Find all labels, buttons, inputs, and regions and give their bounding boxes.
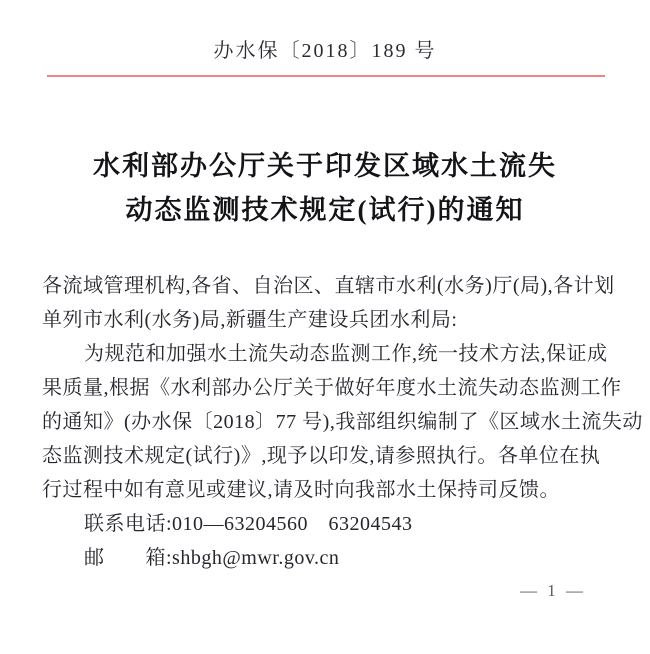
body-text-line: 态监测技术规定(试行)》,现予以印发,请参照执行。各单位在执 (42, 445, 601, 467)
page-number: — 1 — (520, 581, 586, 600)
body-text-line: 为规范和加强水土流失动态监测工作,统一技术方法,保证成 (84, 343, 608, 365)
doc-number: 办水保〔2018〕189 号 (213, 40, 437, 62)
body-text-line: 联系电话:010—63204560 63204543 (84, 513, 413, 535)
body-text-line: 各流域管理机构,各省、自治区、直辖市水利(水务)厅(局),各计划 (42, 275, 615, 297)
body-text-line: 的通知》(办水保〔2018〕77 号),我部组织编制了《区域水土流失动 (42, 411, 643, 433)
title-line-1: 水利部办公厅关于印发区域水土流失 (93, 151, 557, 181)
body-text-line: 邮 箱:shbgh@mwr.gov.cn (84, 547, 340, 569)
document-title (0, 144, 650, 232)
body-text-line: 果质量,根据《水利部办公厅关于做好年度水土流失动态监测工作 (42, 377, 622, 399)
red-divider-line (47, 75, 605, 77)
title-line-2: 动态监测技术规定(试行)的通知 (125, 195, 525, 225)
body-text-line: 单列市水利(水务)局,新疆生产建设兵团水利局: (42, 309, 458, 331)
body-text-line: 行过程中如有意见或建议,请及时向我部水土保持司反馈。 (42, 479, 560, 501)
document-body (42, 269, 643, 575)
